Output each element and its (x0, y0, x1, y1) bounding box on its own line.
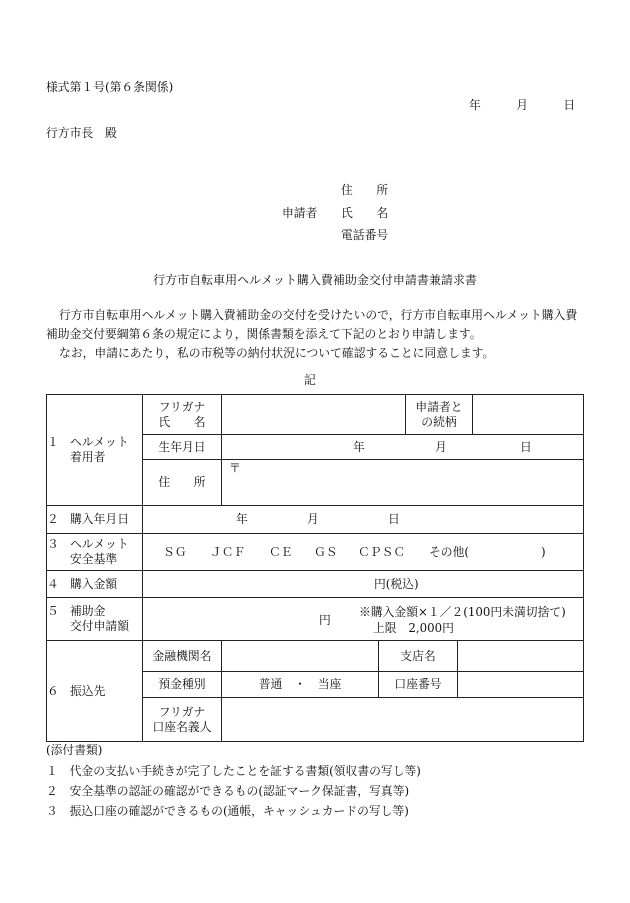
row-label-lines (70, 604, 129, 634)
purchase-year-label: 年 (236, 512, 248, 526)
applicant-phone-label: 電話番号 (341, 228, 389, 242)
purchase-amount-field (143, 571, 584, 598)
standard-option-other: その他( (429, 545, 469, 559)
holder-name-label: 口座名義人 (152, 719, 212, 734)
purchase-date-row-label (47, 506, 143, 534)
address-field (222, 460, 584, 506)
purchase-date-field (143, 506, 584, 534)
intro-line-1: 行方市自転車用ヘルメット購入費補助金の交付を受けたいので，行方市自転車用ヘルメット購入費 (59, 308, 578, 322)
relation-label-cell (406, 395, 473, 435)
subsidy-row-label (47, 598, 143, 641)
holder-label-cell (143, 698, 222, 742)
form-number: 様式第１号(第６条関係) (46, 80, 174, 94)
bank-field (222, 641, 379, 672)
row-label-lines (70, 537, 129, 567)
row-label-group (47, 537, 142, 567)
row-number: １ (47, 435, 59, 449)
row-label-group (47, 435, 142, 465)
purchase-amount-row (47, 571, 584, 598)
intro-line-2: 補助金交付要綱第６条の規定により，関係書類を添えて下記のとおり申請します。 (46, 327, 482, 341)
standard-option-cpsc: ＣＰＳＣ (358, 545, 406, 559)
furigana-label: フリガナ (158, 399, 206, 414)
row-label-line: 着用者 (70, 450, 106, 464)
document-title: 行方市自転車用ヘルメット購入費補助金交付申請書兼請求書 (153, 273, 477, 287)
wearer-row-label (47, 395, 143, 506)
row-label-line: ヘルメット (70, 537, 129, 551)
holder-furigana-label: フリガナ (158, 704, 206, 719)
row-label-line: 補助金 (70, 604, 106, 618)
birth-label: 生年月日 (143, 435, 222, 460)
subsidy-note: ※購入金額×１／２(100円未満切捨て) (359, 605, 566, 619)
row-label-group (47, 684, 142, 699)
row-label-line: ヘルメット (70, 435, 129, 449)
standard-option-ce: ＣＥ (269, 545, 293, 559)
application-table (46, 394, 584, 742)
subsidy-unit: 円 (319, 613, 331, 627)
account-type-options: 普通 ・ 当座 (222, 672, 379, 698)
row-number: ２ (47, 512, 59, 526)
standard-option-gs: ＧＳ (314, 545, 338, 559)
row-number: ４ (47, 576, 59, 591)
account-number-field (458, 672, 584, 698)
purchase-date-field-inner (143, 506, 583, 533)
standard-option-other-close: ) (541, 545, 546, 559)
birth-month-label: 月 (435, 440, 447, 454)
safety-standard-row-label (47, 534, 143, 571)
wearer-name-label-cell (143, 395, 222, 435)
row-label-line: 振込先 (70, 683, 106, 698)
attachment-item: ３ 振込口座の確認ができるもの(通帳，キャッシュカードの写し等) (46, 804, 409, 818)
account-number-label: 口座番号 (379, 672, 458, 698)
branch-label: 支店名 (379, 641, 458, 672)
bank-label: 金融機関名 (143, 641, 222, 672)
wearer-name-field (222, 395, 406, 435)
row-label-group (47, 604, 142, 634)
relation-field (473, 395, 584, 435)
subsidy-row (47, 598, 584, 641)
attachments-heading: (添付書類) (46, 743, 103, 757)
applicant-name-label: 氏 名 (341, 206, 389, 220)
row-label-group (47, 577, 142, 592)
row-number: ６ (47, 683, 59, 698)
attachment-item: １ 代金の支払い手続きが完了したことを証する書類(領収書の写し等) (46, 764, 421, 778)
relation-label-line: 申請者と (415, 399, 463, 414)
row-number: ３ (47, 537, 59, 551)
safety-standard-row (47, 534, 584, 571)
purchase-amount-row-label (47, 571, 143, 598)
subsidy-field (143, 598, 584, 641)
purchase-day-label: 日 (388, 512, 400, 526)
transfer-bank-row (47, 641, 584, 672)
wearer-name-row (47, 395, 584, 435)
subsidy-limit: 上限 2,000円 (373, 621, 454, 635)
postal-mark: 〒 (229, 461, 241, 475)
address-label: 住 所 (143, 460, 222, 506)
row-label-line: 購入金額 (70, 576, 118, 591)
birth-field-inner (222, 435, 583, 459)
intro-line-3: なお，申請にあたり，私の市税等の納付状況について確認することに同意します。 (59, 346, 495, 360)
safety-standard-options (143, 534, 583, 570)
birth-year-label: 年 (353, 440, 365, 454)
purchase-month-label: 月 (307, 512, 319, 526)
subsidy-field-inner (143, 598, 583, 640)
row-label-line: 購入年月日 (70, 512, 129, 526)
holder-field (222, 698, 584, 742)
date-line: 年 月 日 (469, 98, 576, 112)
row-label-lines (70, 435, 129, 465)
branch-field (458, 641, 584, 672)
birth-field (222, 435, 584, 460)
address-field-inner (222, 460, 583, 505)
row-label-line: 安全基準 (70, 552, 118, 566)
ki-heading: 記 (304, 373, 316, 387)
standard-option-sg: ＳＧ (163, 545, 187, 559)
row-number: ５ (47, 604, 59, 618)
attachment-item: ２ 安全基準の認証の確認ができるもの(認証マーク保証書，写真等) (46, 784, 410, 798)
name-label: 氏 名 (158, 414, 206, 429)
applicant-address-label: 住 所 (341, 183, 389, 197)
row-label-group (47, 512, 142, 527)
birth-day-label: 日 (520, 440, 532, 454)
purchase-amount-field-inner (143, 571, 583, 597)
transfer-row-label (47, 641, 143, 742)
purchase-amount-unit: 円(税込) (374, 577, 419, 591)
applicant-role-label: 申請者 (282, 206, 318, 220)
standard-option-jcf: ＪＣＦ (210, 545, 246, 559)
addressee: 行方市長 殿 (46, 126, 117, 140)
safety-standard-field (143, 534, 584, 571)
relation-label-line: の続柄 (421, 414, 457, 429)
account-type-label: 預金種別 (143, 672, 222, 698)
purchase-date-row (47, 506, 584, 534)
row-label-line: 交付申請額 (70, 619, 129, 633)
